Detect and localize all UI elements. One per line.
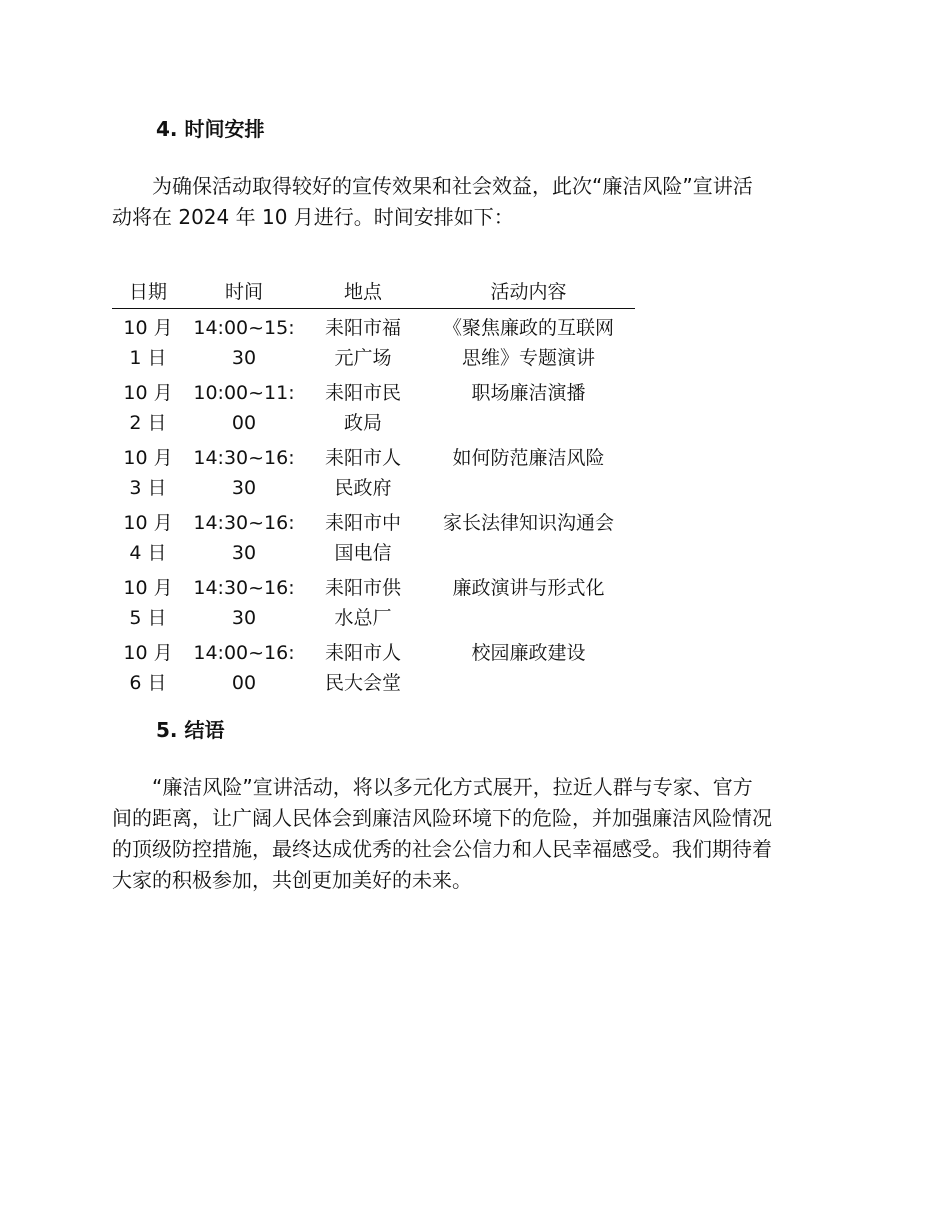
cell-date-line: 10 月	[123, 382, 173, 404]
section-5-heading: 5. 结语	[156, 718, 225, 742]
header-time: 时间	[184, 276, 304, 309]
cell-content-line: 《聚焦廉政的互联网	[442, 317, 614, 339]
cell-date-line: 10 月	[123, 512, 173, 534]
cell-content-line: 家长法律知识沟通会	[442, 512, 614, 534]
table-row	[112, 374, 635, 439]
cell-time-line: 14:00~16:	[193, 642, 295, 664]
table-row	[112, 569, 635, 634]
cell-time-line: 30	[231, 607, 257, 629]
cell-place-line: 国电信	[334, 542, 392, 564]
cell-content-line: 如何防范廉洁风险	[452, 447, 605, 469]
cell-place-line: 元广场	[334, 347, 392, 369]
cell-content-line: 校园廉政建设	[471, 642, 586, 664]
header-content: 活动内容	[422, 276, 635, 309]
cell-place	[304, 439, 422, 504]
cell-date	[112, 634, 184, 699]
intro-line: 动将在 2024 年 10 月进行。时间安排如下：	[112, 205, 514, 229]
cell-time-line: 00	[231, 672, 257, 694]
conclusion-line: 的顶级防控措施，最终达成优秀的社会公信力和人民幸福感受。我们期待着	[112, 837, 772, 861]
cell-time-line: 14:30~16:	[193, 577, 295, 599]
cell-place	[304, 374, 422, 439]
cell-time-line: 30	[231, 477, 257, 499]
cell-date	[112, 569, 184, 634]
cell-time-line: 14:00~15:	[193, 317, 295, 339]
table-row	[112, 504, 635, 569]
conclusion-line: 间的距离，让广阔人民体会到廉洁风险环境下的危险，并加强廉洁风险情况	[112, 806, 772, 830]
cell-date	[112, 439, 184, 504]
cell-date-line: 10 月	[123, 317, 173, 339]
cell-place-line: 耒阳市供	[324, 577, 401, 599]
cell-content-line: 职场廉洁演播	[471, 382, 586, 404]
cell-place-line: 水总厂	[334, 607, 392, 629]
cell-time	[184, 374, 304, 439]
header-date: 日期	[112, 276, 184, 309]
cell-time	[184, 439, 304, 504]
cell-date-line: 4 日	[129, 542, 167, 564]
cell-content-line: 廉政演讲与形式化	[452, 577, 605, 599]
schedule-body	[112, 309, 635, 700]
cell-place	[304, 504, 422, 569]
cell-time	[184, 504, 304, 569]
cell-date-line: 10 月	[123, 642, 173, 664]
cell-place-line: 耒阳市中	[324, 512, 401, 534]
cell-place	[304, 569, 422, 634]
cell-date-line: 10 月	[123, 577, 173, 599]
schedule-table	[112, 276, 635, 699]
cell-place-line: 民大会堂	[324, 672, 401, 694]
cell-content	[422, 634, 635, 699]
schedule-header-row	[112, 276, 635, 309]
cell-content	[422, 504, 635, 569]
cell-place	[304, 634, 422, 699]
cell-date-line: 6 日	[129, 672, 167, 694]
cell-date-line: 3 日	[129, 477, 167, 499]
table-row	[112, 634, 635, 699]
cell-place	[304, 309, 422, 375]
cell-content	[422, 374, 635, 439]
cell-time-line: 14:30~16:	[193, 512, 295, 534]
header-place: 地点	[304, 276, 422, 309]
cell-date-line: 10 月	[123, 447, 173, 469]
cell-place-line: 政局	[343, 412, 382, 434]
cell-time-line: 10:00~11:	[193, 382, 295, 404]
cell-place-line: 民政府	[334, 477, 392, 499]
intro-line: 为确保活动取得较好的宣传效果和社会效益，此次“廉洁风险”宣讲活	[152, 174, 753, 198]
cell-date	[112, 504, 184, 569]
conclusion-line: “廉洁风险”宣讲活动，将以多元化方式展开，拉近人群与专家、官方	[152, 775, 753, 799]
conclusion-line: 大家的积极参加，共创更加美好的未来。	[112, 868, 472, 892]
schedule-intro-paragraph	[112, 171, 830, 233]
cell-time-line: 14:30~16:	[193, 447, 295, 469]
cell-date-line: 1 日	[129, 347, 167, 369]
cell-place-line: 耒阳市福	[324, 317, 401, 339]
cell-date-line: 5 日	[129, 607, 167, 629]
conclusion-paragraph	[112, 772, 830, 896]
cell-place-line: 耒阳市人	[324, 642, 401, 664]
cell-content	[422, 439, 635, 504]
cell-time	[184, 634, 304, 699]
cell-content-line: 思维》专题演讲	[461, 347, 595, 369]
section-4-heading: 4. 时间安排	[156, 117, 265, 141]
table-row	[112, 309, 635, 375]
cell-content	[422, 569, 635, 634]
cell-date	[112, 309, 184, 375]
cell-content	[422, 309, 635, 375]
cell-time-line: 30	[231, 347, 257, 369]
cell-time-line: 30	[231, 542, 257, 564]
cell-date-line: 2 日	[129, 412, 167, 434]
cell-time	[184, 569, 304, 634]
table-row	[112, 439, 635, 504]
cell-place-line: 耒阳市人	[324, 447, 401, 469]
cell-date	[112, 374, 184, 439]
cell-time	[184, 309, 304, 375]
cell-place-line: 耒阳市民	[324, 382, 401, 404]
cell-time-line: 00	[231, 412, 257, 434]
